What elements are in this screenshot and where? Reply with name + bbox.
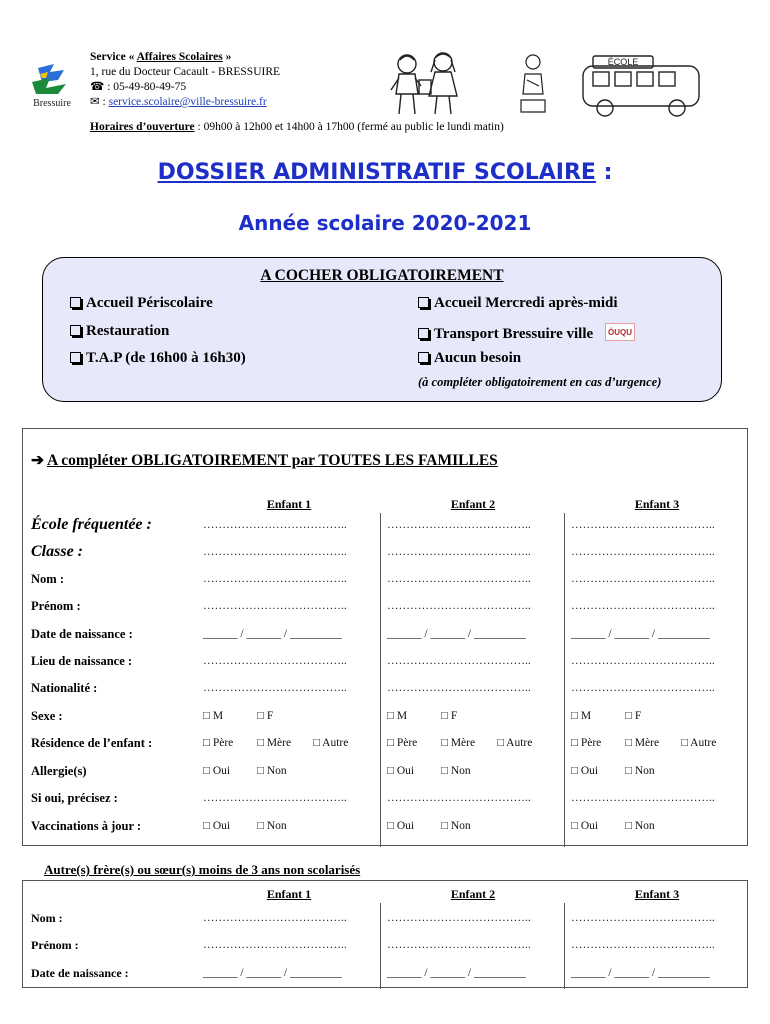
field-classe-enfant-3[interactable]: ……………………………….. <box>571 546 715 558</box>
column-divider <box>564 513 565 847</box>
field-date-naissance-enfant-3[interactable]: ______ / ______ / _________ <box>571 628 710 640</box>
option-vaccinations-enfant-2[interactable]: □ Oui <box>387 820 415 832</box>
checklist-heading: A COCHER OBLIGATOIREMENT <box>260 267 504 284</box>
option-residence-enfant-3[interactable]: □ Mère <box>625 737 660 749</box>
bressuire-logo <box>24 60 80 110</box>
field-ecole-enfant-1[interactable]: ……………………………….. <box>203 519 347 531</box>
checkbox-icon[interactable] <box>418 352 429 363</box>
field-prenom-enfant-3[interactable]: ……………………………….. <box>571 600 715 612</box>
field-prenom-enfant-2[interactable]: ……………………………….. <box>387 600 531 612</box>
option-allergies-enfant-2[interactable]: □ Oui <box>387 765 415 777</box>
opening-hours <box>90 121 504 133</box>
sibling-field-nom-enfant-2[interactable]: ……………………………….. <box>387 912 531 924</box>
email-link[interactable]: service.scolaire@ville-bressuire.fr <box>108 96 267 108</box>
option-residence-enfant-3[interactable]: □ Autre <box>681 737 717 749</box>
option-vaccinations-enfant-3[interactable]: □ Non <box>625 820 655 832</box>
field-lieu-naissance-enfant-1[interactable]: ……………………………….. <box>203 655 347 667</box>
family-form <box>22 428 748 846</box>
option-sexe-enfant-2[interactable]: □ M <box>387 710 408 722</box>
option-accueil-mercredi[interactable]: Accueil Mercredi après-midi <box>418 295 618 312</box>
field-nom-enfant-3[interactable]: ……………………………….. <box>571 573 715 585</box>
child-reading-drawing <box>513 52 553 116</box>
column-divider <box>380 513 381 847</box>
option-aucun-besoin[interactable]: Aucun besoin <box>418 350 521 367</box>
option-restauration[interactable]: Restauration <box>70 323 169 340</box>
sibling-field-prenom-enfant-3[interactable]: ……………………………….. <box>571 939 715 951</box>
svg-text:Bressuire: Bressuire <box>33 98 71 109</box>
service-suffix: » <box>222 51 232 63</box>
option-vaccinations-enfant-1[interactable]: □ Oui <box>203 820 231 832</box>
form-section-title: ➔ A compléter OBLIGATOIREMENT par TOUTES LES FAMILLES <box>31 452 498 469</box>
mandatory-services-box <box>42 257 722 402</box>
field-precisions-enfant-1[interactable]: ……………………………….. <box>203 792 347 804</box>
column-enfant-1: Enfant 1 <box>266 497 312 511</box>
sibling-row-label-prenom: Prénom : <box>31 938 79 952</box>
column-enfant-2: Enfant 2 <box>450 497 496 511</box>
field-prenom-enfant-1[interactable]: ……………………………….. <box>203 600 347 612</box>
service-header <box>90 50 280 110</box>
option-vaccinations-enfant-1[interactable]: □ Non <box>257 820 287 832</box>
row-label-sexe: Sexe : <box>31 709 63 723</box>
field-lieu-naissance-enfant-2[interactable]: ……………………………….. <box>387 655 531 667</box>
option-residence-enfant-2[interactable]: □ Autre <box>497 737 533 749</box>
field-nom-enfant-1[interactable]: ……………………………….. <box>203 573 347 585</box>
option-residence-enfant-2[interactable]: □ Mère <box>441 737 476 749</box>
field-ecole-enfant-3[interactable]: ……………………………….. <box>571 519 715 531</box>
siblings-title: Autre(s) frère(s) ou sœur(s) moins de 3 ans non scolarisés <box>44 862 361 877</box>
sibling-field-date-naissance-enfant-3[interactable]: ______ / ______ / _________ <box>571 967 710 979</box>
row-label-allergies: Allergie(s) <box>31 764 87 778</box>
option-vaccinations-enfant-3[interactable]: □ Oui <box>571 820 599 832</box>
field-nationalite-enfant-1[interactable]: ……………………………….. <box>203 682 347 694</box>
option-sexe-enfant-2[interactable]: □ F <box>441 710 458 722</box>
field-nom-enfant-2[interactable]: ……………………………….. <box>387 573 531 585</box>
field-date-naissance-enfant-2[interactable]: ______ / ______ / _________ <box>387 628 526 640</box>
row-label-lieu-naissance: Lieu de naissance : <box>31 654 133 668</box>
option-allergies-enfant-3[interactable]: □ Oui <box>571 765 599 777</box>
row-label-nom: Nom : <box>31 572 64 586</box>
column-enfant-3: Enfant 3 <box>634 497 680 511</box>
sibling-row-label-nom: Nom : <box>31 911 63 925</box>
option-tap[interactable]: T.A.P (de 16h00 à 16h30) <box>70 350 246 367</box>
hours-label: Horaires d’ouverture <box>90 121 195 133</box>
document-title-text: DOSSIER ADMINISTRATIF SCOLAIRE <box>157 160 596 185</box>
field-classe-enfant-1[interactable]: ……………………………….. <box>203 546 347 558</box>
row-label-vaccinations: Vaccinations à jour : <box>31 819 142 833</box>
option-residence-enfant-1[interactable]: □ Autre <box>313 737 349 749</box>
field-lieu-naissance-enfant-3[interactable]: ……………………………….. <box>571 655 715 667</box>
option-residence-enfant-3[interactable]: □ Père <box>571 737 602 749</box>
urgency-note: (à compléter obligatoirement en cas d’urgence) <box>418 375 662 389</box>
row-label-precisions: Si oui, précisez : <box>31 791 118 805</box>
sibling-column-enfant-3: Enfant 3 <box>634 887 680 901</box>
svg-text:ÉCOLE: ÉCOLE <box>607 57 639 67</box>
option-transport[interactable]: Transport Bressuire ville ÖUQU <box>418 323 635 343</box>
sibling-field-date-naissance-enfant-2[interactable]: ______ / ______ / _________ <box>387 967 526 979</box>
arrow-right-icon: ➔ <box>31 452 44 469</box>
sibling-column-enfant-1: Enfant 1 <box>266 887 312 901</box>
address: 1, rue du Docteur Cacault - BRESSUIRE <box>90 66 281 78</box>
field-classe-enfant-2[interactable]: ……………………………….. <box>387 546 531 558</box>
row-label-date-naissance: Date de naissance : <box>31 627 133 641</box>
option-sexe-enfant-3[interactable]: □ M <box>571 710 592 722</box>
transport-logo <box>605 323 635 341</box>
row-label-ecole: École fréquentée : <box>31 516 152 533</box>
field-date-naissance-enfant-1[interactable]: ______ / ______ / _________ <box>203 628 342 640</box>
field-nationalite-enfant-3[interactable]: ……………………………….. <box>571 682 715 694</box>
field-precisions-enfant-3[interactable]: ……………………………….. <box>571 792 715 804</box>
column-divider <box>564 903 565 989</box>
sibling-field-prenom-enfant-2[interactable]: ……………………………….. <box>387 939 531 951</box>
sibling-field-date-naissance-enfant-1[interactable]: ______ / ______ / _________ <box>203 967 342 979</box>
schoolchildren-drawing <box>383 50 473 118</box>
checkbox-icon[interactable] <box>418 297 429 308</box>
field-ecole-enfant-2[interactable]: ……………………………….. <box>387 519 531 531</box>
option-sexe-enfant-3[interactable]: □ F <box>625 710 642 722</box>
checkbox-icon[interactable] <box>70 325 81 336</box>
option-residence-enfant-1[interactable]: □ Mère <box>257 737 292 749</box>
option-allergies-enfant-3[interactable]: □ Non <box>625 765 655 777</box>
checkbox-icon[interactable] <box>70 352 81 363</box>
document-title-colon: : <box>595 160 613 185</box>
option-sexe-enfant-1[interactable]: □ M <box>203 710 224 722</box>
hours-text: : 09h00 à 12h00 et 14h00 à 17h00 (fermé au public le lundi matin) <box>194 121 504 133</box>
phone: ☎ : 05-49-80-49-75 <box>90 81 187 93</box>
sibling-field-prenom-enfant-1[interactable]: ……………………………….. <box>203 939 347 951</box>
service-name: Affaires Scolaires <box>136 51 223 63</box>
option-vaccinations-enfant-2[interactable]: □ Non <box>441 820 471 832</box>
row-label-residence: Résidence de l’enfant : <box>31 736 153 750</box>
service-prefix: Service « <box>90 51 137 63</box>
sibling-field-nom-enfant-1[interactable]: ……………………………….. <box>203 912 347 924</box>
sibling-row-label-date-naissance: Date de naissance : <box>31 966 129 980</box>
email-icon: ✉ : <box>90 96 109 108</box>
column-divider <box>380 903 381 989</box>
sibling-field-nom-enfant-3[interactable]: ……………………………….. <box>571 912 715 924</box>
field-nationalite-enfant-2[interactable]: ……………………………….. <box>387 682 531 694</box>
option-accueil-periscolaire[interactable]: Accueil Périscolaire <box>70 295 213 312</box>
siblings-form <box>22 880 748 988</box>
document-title <box>0 160 770 185</box>
option-allergies-enfant-2[interactable]: □ Non <box>441 765 471 777</box>
row-label-prenom: Prénom : <box>31 599 81 613</box>
option-allergies-enfant-1[interactable]: □ Oui <box>203 765 231 777</box>
svg-text:ÖUQU: ÖUQU <box>607 328 632 337</box>
checkbox-icon[interactable] <box>418 328 429 339</box>
checkbox-icon[interactable] <box>70 297 81 308</box>
field-precisions-enfant-2[interactable]: ……………………………….. <box>387 792 531 804</box>
school-year: Année scolaire 2020-2021 <box>238 211 532 235</box>
option-sexe-enfant-1[interactable]: □ F <box>257 710 274 722</box>
row-label-classe: Classe : <box>31 543 83 560</box>
option-residence-enfant-2[interactable]: □ Père <box>387 737 418 749</box>
school-bus-drawing <box>573 52 713 120</box>
option-allergies-enfant-1[interactable]: □ Non <box>257 765 287 777</box>
sibling-column-enfant-2: Enfant 2 <box>450 887 496 901</box>
row-label-nationalite: Nationalité : <box>31 681 98 695</box>
option-residence-enfant-1[interactable]: □ Père <box>203 737 234 749</box>
